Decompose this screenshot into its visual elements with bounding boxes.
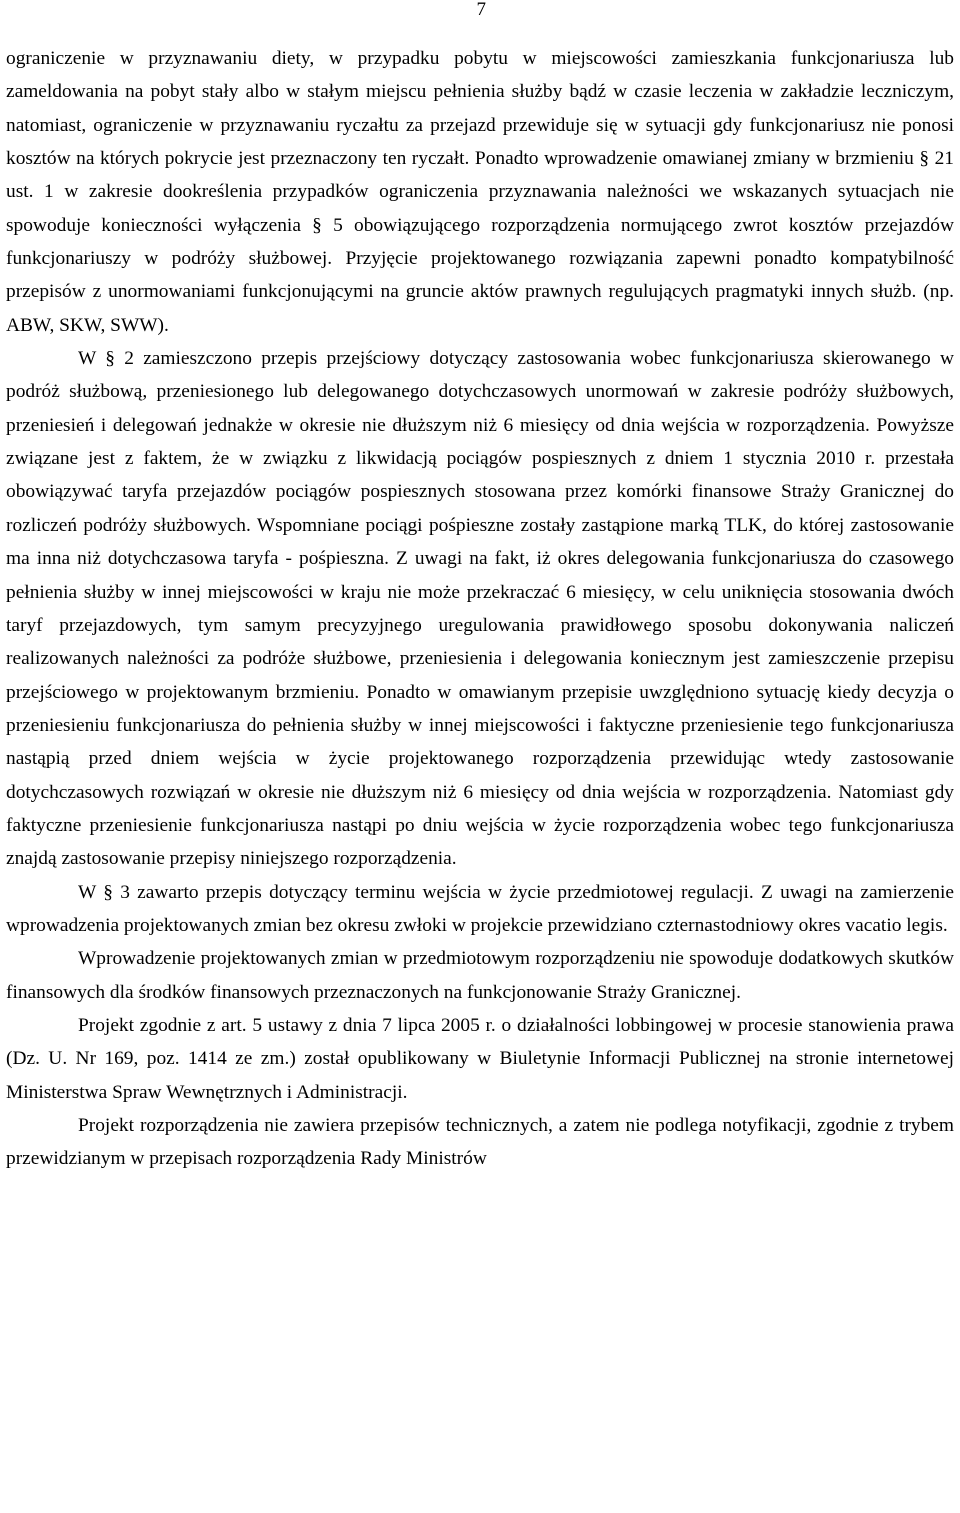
paragraph-section-2: W § 2 zamieszczono przepis przejściowy dotyczący zastosowania wobec funkcjonariusza skierowanego w podróż służbową, przeniesionego lub delegowanego dotychczasowych unormowań w zakresie podróży służbowych, przeniesień i delegowań jednakże w okresie nie dłuższym niż 6 miesięcy od dnia wejścia w rozporządzenia. Powyższe związane jest z faktem, że w związku z likwidacją pociągów pospiesznych z dniem 1 stycznia 2010 r. przestała obowiązywać taryfa przejazdów pociągów pospiesznych stosowana przez komórki finansowe Straży Granicznej do rozliczeń podróży służbowych. Wspomniane pociągi pośpieszne zostały zastąpione marką TLK, do której zastosowanie ma inna niż dotychczasowa taryfa - pośpieszna. Z uwagi na fakt, iż okres delegowania funkcjonariusza do czasowego pełnienia służby w innej miejscowości w kraju nie może przekraczać 6 miesięcy, w celu uniknięcia stosowania dwóch taryf przejazdowych, tym samym precyzyjnego uregulowania prawidłowego sposobu dokonywania naliczeń realizowanych należności za podróże służbowe, przeniesienia i delegowania koniecznym jest zamieszczenie przepisu przejściowego w projektowanym brzmieniu. Ponadto w omawianym przepisie uwzględniono sytuację kiedy decyzja o przeniesieniu funkcjonariusza do pełnienia służby w innej miejscowości i faktyczne przeniesienie tego funkcjonariusza nastąpią przed dniem wejścia w życie projektowanego rozporządzenia przewidując wtedy zastosowanie dotychczasowych rozwiązań w okresie nie dłuższym niż 6 miesięcy od dnia wejścia w rozporządzenia. Natomiast gdy faktyczne przeniesienie funkcjonariusza nastąpi po dniu wejścia w życie rozporządzenia wobec tego funkcjonariusza znajdą zastosowanie przepisy niniejszego rozporządzenia. xyxy=(6,348,954,870)
paragraph-section-3: W § 3 zawarto przepis dotyczący terminu wejścia w życie przedmiotowej regulacji. Z uwagi na zamierzenie wprowadzenia projektowanych zmian bez okresu zwłoki w projekcie przewidziano czternastodniowy okres vacatio legis. xyxy=(6,881,954,936)
paragraph-financial-effects: Wprowadzenie projektowanych zmian w przedmiotowym rozporządzeniu nie spowoduje dodatkowych skutków finansowych dla środków finansowych przeznaczonych na funkcjonowanie Straży Granicznej. xyxy=(6,948,954,1003)
paragraph-lobbying: Projekt zgodnie z art. 5 ustawy z dnia 7 lipca 2005 r. o działalności lobbingowej w procesie stanowienia prawa (Dz. U. Nr 169, poz. 1414 ze zm.) został opublikowany w Biuletynie Informacji Publicznej na stronie internetowej Ministerstwa Spraw Wewnętrznych i Administracji. xyxy=(6,1014,954,1103)
page-number: 7 xyxy=(476,0,486,20)
document-body xyxy=(6,42,954,1176)
paragraph-continuation: ograniczenie w przyznawaniu diety, w przypadku pobytu w miejscowości zamieszkania funkcjonariusza lub zameldowania na pobyt stały albo w stałym miejscu pełnienia służby bądź w czasie leczenia w zakładzie leczniczym, natomiast, ograniczenie w przyznawaniu ryczałtu za przejazd przewiduje się w sytuacji gdy funkcjonariusz nie ponosi kosztów na których pokrycie jest przeznaczony ten ryczałt. Ponadto wprowadzenie omawianej zmiany w brzmieniu § 21 ust. 1 w zakresie dookreślenia przypadków ograniczenia przyznawania należności we wskazanych sytuacjach nie spowoduje konieczności wyłączenia § 5 obowiązującego rozporządzenia normującego zwrot kosztów przejazdów funkcjonariuszy w podróży służbowej. Przyjęcie projektowanego rozwiązania zapewni ponadto kompatybilność przepisów z unormowaniami funkcjonującymi na gruncie aktów prawnych regulujących pragmatyki innych służb. (np. ABW, SKW, SWW). xyxy=(6,48,954,336)
paragraph-notification: Projekt rozporządzenia nie zawiera przepisów technicznych, a zatem nie podlega notyfikacji, zgodnie z trybem przewidzianym w przepisach rozporządzenia Rady Ministrów xyxy=(6,1115,954,1170)
